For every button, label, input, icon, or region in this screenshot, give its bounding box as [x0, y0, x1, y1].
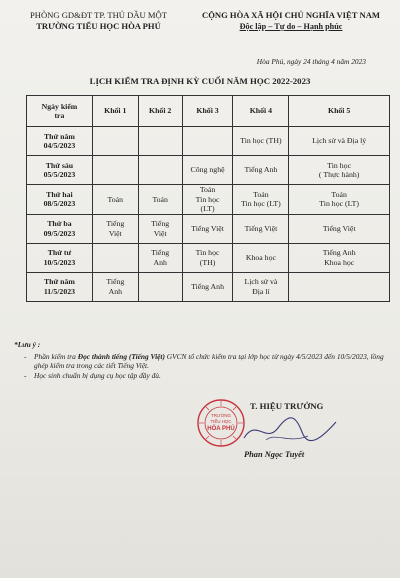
- table-cell: [138, 156, 182, 185]
- stamp-text-bottom: HÒA PHÚ: [207, 426, 235, 432]
- table-row: [27, 214, 390, 243]
- signer-name: Phan Ngọc Tuyết: [244, 450, 305, 459]
- day-cell: Thứ tư 10/5/2023: [27, 243, 93, 272]
- note-label: *Lưu ý :: [14, 340, 41, 349]
- note-text: Phần kiểm tra: [34, 351, 78, 361]
- table-cell: Toán Tin học (LT): [289, 185, 390, 215]
- table-cell: Lịch sử và Địa lí: [233, 272, 289, 301]
- stamp-text-top: TRƯỜNG: [211, 413, 231, 418]
- note-item: - Học sinh chuẩn bị dụng cụ học tập đầy đủ.: [34, 371, 390, 381]
- note-emphasis: Đọc thành tiếng (Tiếng Việt): [77, 351, 165, 361]
- table-cell: Tiếng Anh Khoa học: [289, 243, 390, 272]
- schedule-table: [26, 95, 390, 302]
- table-cell: Tiếng Việt: [233, 214, 289, 243]
- table-cell: Tiếng Việt: [289, 214, 390, 243]
- day-cell: Thứ ba 09/5/2023: [27, 214, 93, 243]
- table-cell: Toán: [138, 185, 182, 215]
- document-title: LỊCH KIỂM TRA ĐỊNH KỲ CUỐI NĂM HỌC 2022-2023: [89, 76, 311, 86]
- table-cell: Toán Tin học (LT): [182, 185, 233, 215]
- country-name: CỘNG HÒA XÃ HỘI CHỦ NGHĨA VIỆT NAM: [201, 10, 381, 20]
- table-cell: Toán: [92, 185, 138, 215]
- header-left: [6, 10, 191, 32]
- note-text: GVCN tổ chức kiểm tra tại lớp học từ ngày 4/5/2023 đến 10/5/2023, lồng ghép kiểm tra trong các tiết Tiếng Việt.: [34, 351, 384, 371]
- table-cell: Tiếng Việt: [92, 214, 138, 243]
- table-row: [27, 127, 390, 156]
- table-cell: [92, 243, 138, 272]
- table-row: [27, 243, 390, 272]
- day-cell: Thứ hai 08/5/2023: [27, 185, 93, 215]
- stamp-text-mid: TIỂU HỌC: [210, 419, 232, 424]
- table-cell: Tiếng Anh: [138, 243, 182, 272]
- table-cell: [92, 156, 138, 185]
- header-cell: Khối 4: [233, 96, 289, 127]
- motto: Độc lập – Tự do – Hạnh phúc: [239, 22, 343, 31]
- table-row: [27, 156, 390, 185]
- header-cell: Khối 2: [138, 96, 182, 127]
- table-cell: Khoa học: [233, 243, 289, 272]
- signature-title: T. HIỆU TRƯỞNG: [250, 401, 324, 411]
- handwritten-signature: [236, 410, 346, 450]
- table-cell: [138, 272, 182, 301]
- table-cell: Tin học (TH): [233, 127, 289, 156]
- table-row: [27, 272, 390, 301]
- header-cell: Khối 3: [182, 96, 233, 127]
- table-cell: Công nghệ: [182, 156, 233, 185]
- school-name: TRƯỜNG TIỂU HỌC HÒA PHÚ: [36, 21, 161, 31]
- date-line: Hòa Phú, ngày 24 tháng 4 năm 2023: [256, 57, 366, 66]
- table-cell: Tin học ( Thực hành): [289, 156, 390, 185]
- day-cell: Thứ sáu 05/5/2023: [27, 156, 93, 185]
- header-cell: Khối 1: [92, 96, 138, 127]
- header-cell: Ngày kiểm tra: [27, 96, 93, 127]
- table-cell: Toán Tin học (LT): [233, 185, 289, 215]
- table-cell: Tiếng Việt: [182, 214, 233, 243]
- table-header-row: [27, 96, 390, 127]
- day-cell: Thứ năm 04/5/2023: [27, 127, 93, 156]
- table-cell: Tiếng Anh: [92, 272, 138, 301]
- table-row: [27, 185, 390, 215]
- table-cell: [92, 127, 138, 156]
- table-cell: Tiếng Anh: [233, 156, 289, 185]
- note-section: [14, 340, 390, 380]
- table-cell: Tiếng Việt: [138, 214, 182, 243]
- table-cell: [289, 272, 390, 301]
- table-cell: Tin học (TH): [182, 243, 233, 272]
- header-right: [186, 10, 396, 32]
- header-cell: Khối 5: [289, 96, 390, 127]
- day-cell: Thứ năm 11/5/2023: [27, 272, 93, 301]
- table-cell: [138, 127, 182, 156]
- dept-name: PHÒNG GD&ĐT TP. THỦ DẦU MỘT: [29, 10, 168, 20]
- table-cell: [182, 127, 233, 156]
- table-cell: Tiếng Anh: [182, 272, 233, 301]
- table-cell: Lịch sử và Địa lý: [289, 127, 390, 156]
- note-item: [34, 352, 390, 371]
